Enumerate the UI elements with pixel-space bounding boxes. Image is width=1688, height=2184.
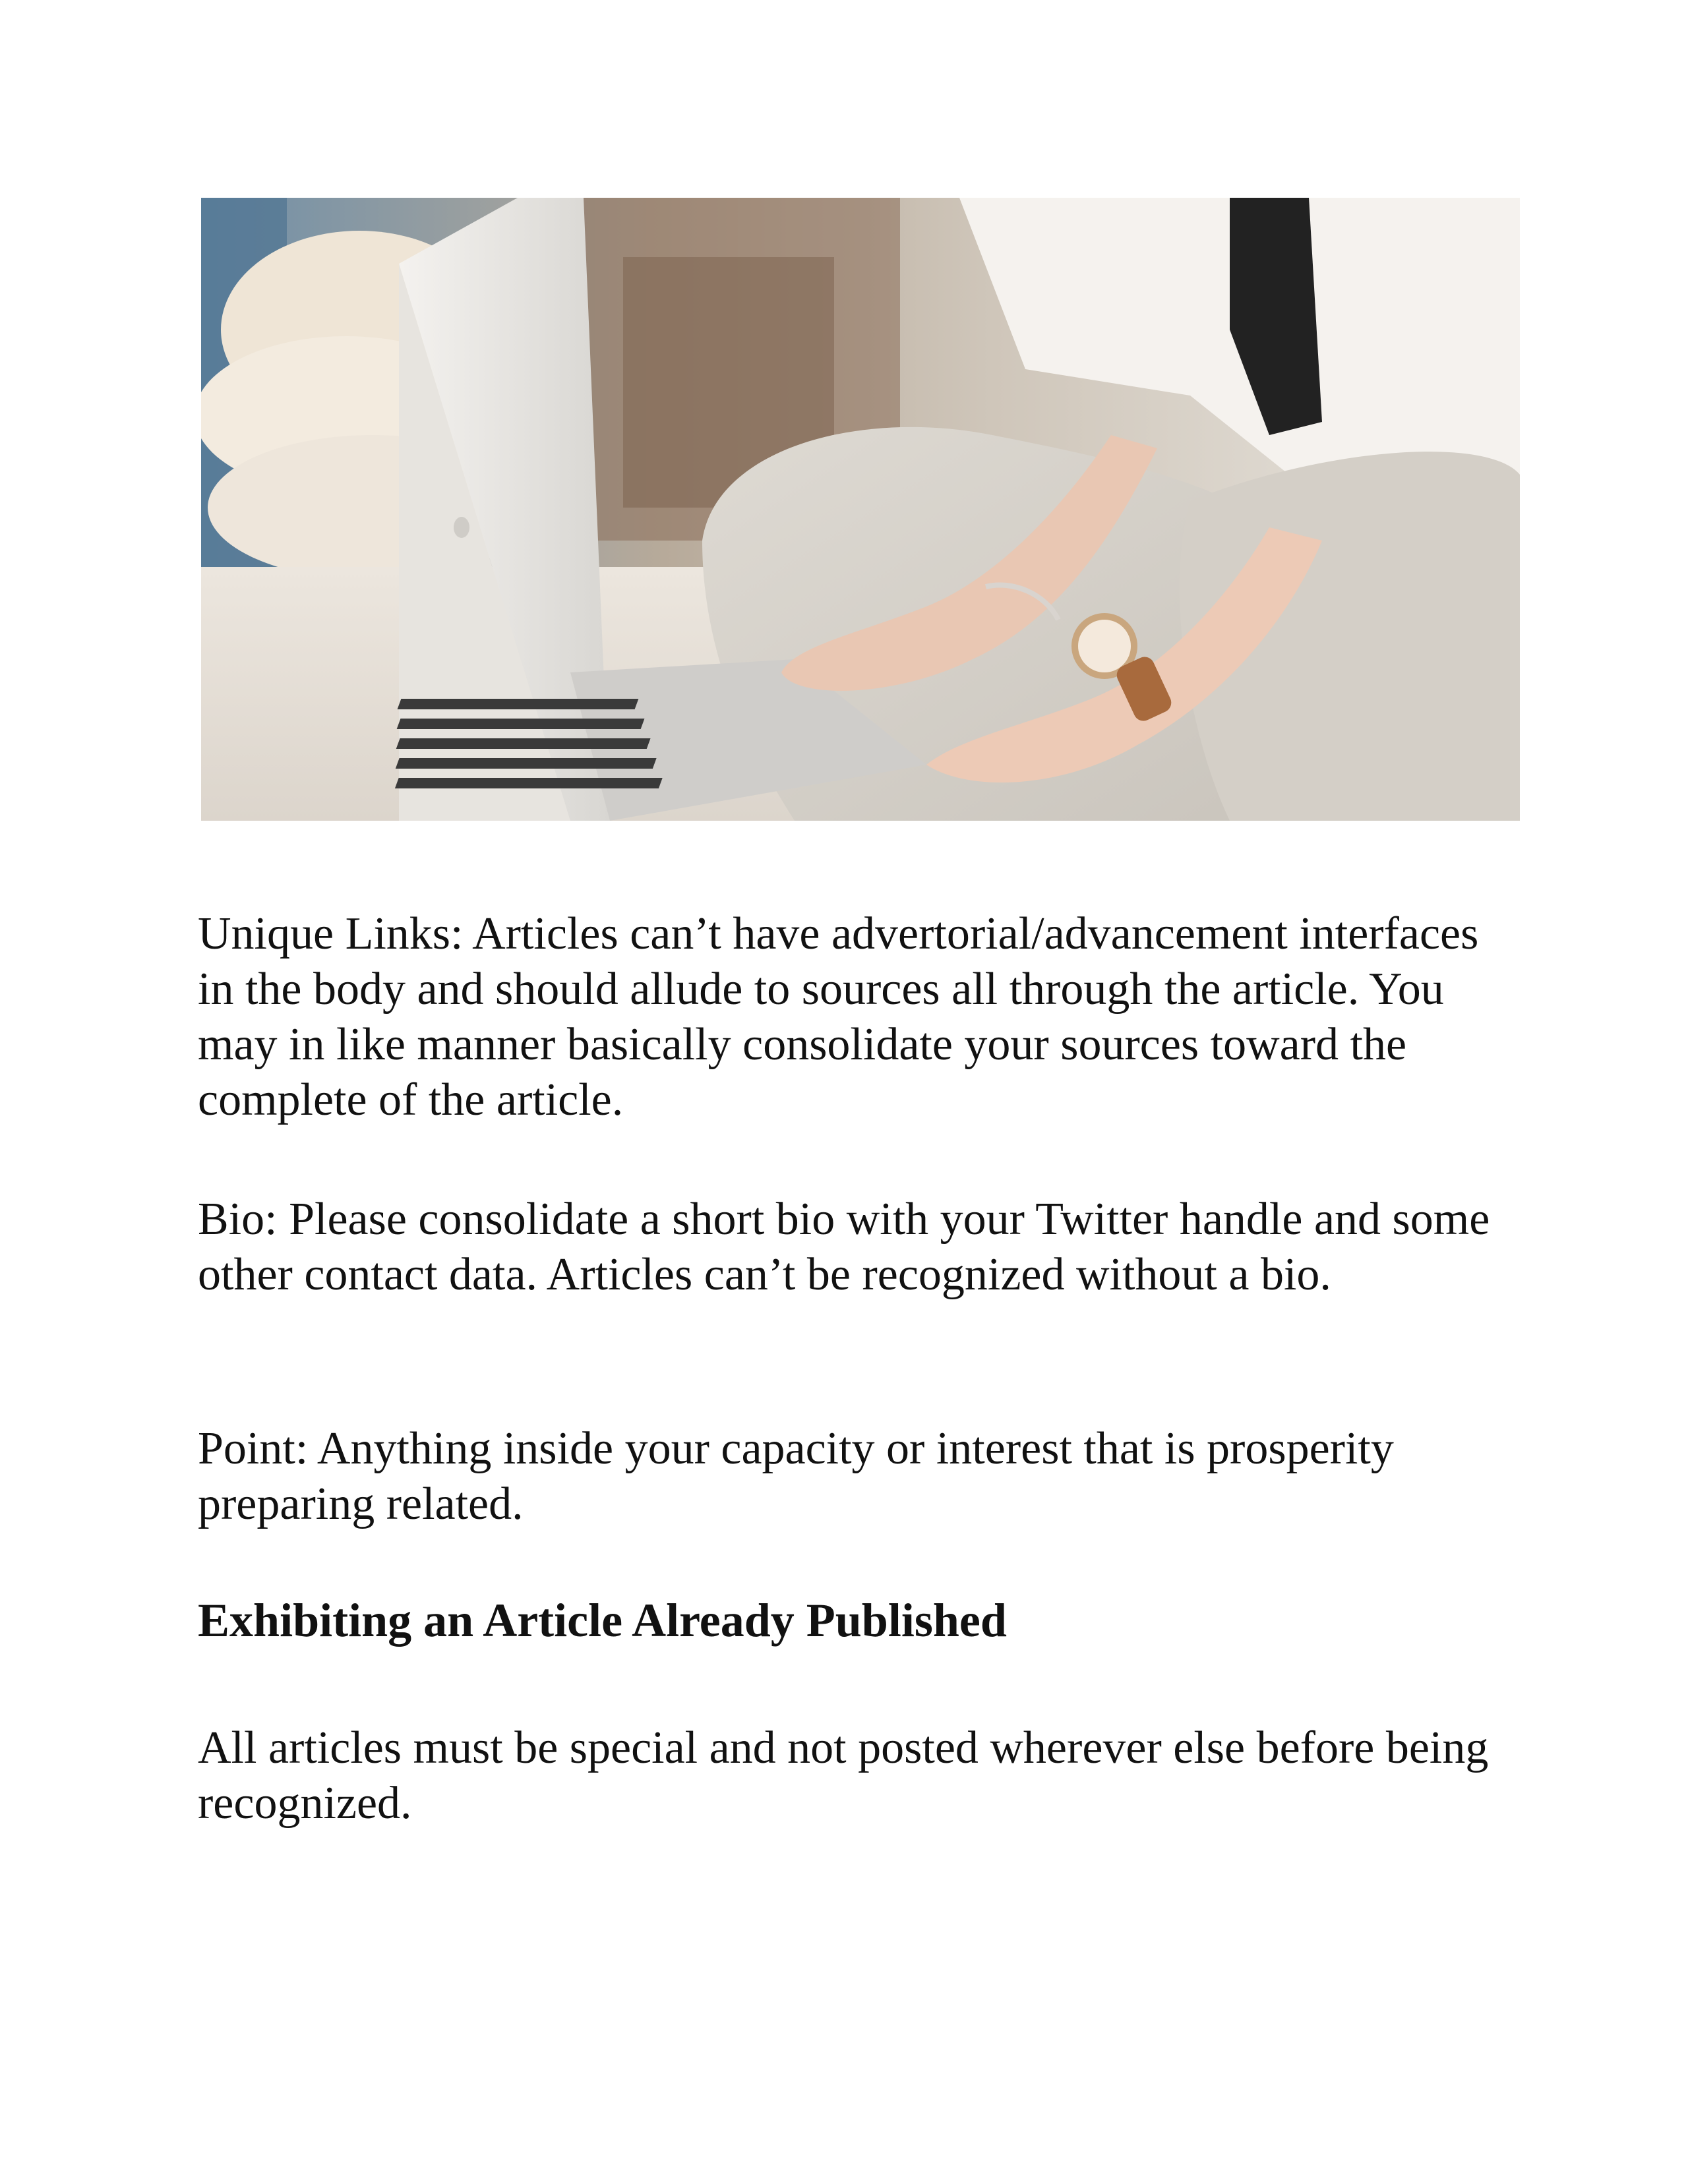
section-heading: Exhibiting an Article Already Published xyxy=(198,1594,1007,1647)
paragraph-closing: All articles must be special and not posted wherever else before being recognized. xyxy=(198,1723,1489,1829)
paragraph-bio: Bio: Please consolidate a short bio with your Twitter handle and some other contact data. Articles can’t be recognized without a bio. xyxy=(198,1194,1490,1300)
hero-image xyxy=(201,198,1520,821)
paragraph-point: Point: Anything inside your capacity or interest that is prosperity preparing related. xyxy=(198,1423,1394,1529)
laptop-photo-illustration xyxy=(201,198,1520,821)
paragraph-unique-links: Unique Links: Articles can’t have advertorial/advancement interfaces in the body and should allude to sources all through the article. You may in like manner basically consolidate your sources toward the complete of the article. xyxy=(198,908,1479,1125)
